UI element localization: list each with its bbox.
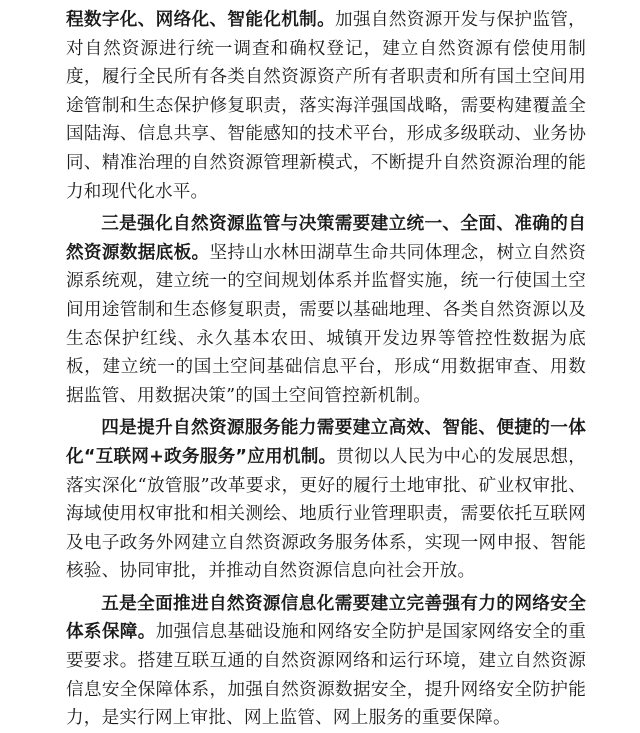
paragraph-3	[66, 414, 586, 586]
paragraph-2-body: 坚持山水林田湖草生命共同体理念，树立自然资源系统观，建立统一的空间规划体系并监督实施，统一行使国土空间用途管制和生态修复职责，需要以基础地理、各类自然资源以及生态保护红线、永久基本农田、城镇开发边界等管控性数据为底板，建立统一的国土空间基础信息平台，形成“用数据审查、用数据监管、用数据决策”的国土空间管控新机制。	[66, 242, 587, 406]
paragraph-1	[66, 6, 586, 206]
paragraph-2-lead: 三是强化自然资源监管与决策需要建立统一、全面、准确的自然资源数据底板。	[66, 214, 586, 263]
paragraph-4-lead: 五是全面推进自然资源信息化需要建立完善强有力的网络安全体系保障。	[66, 593, 586, 643]
paragraph-4	[66, 590, 586, 733]
paragraph-1-body: 加强自然资源开发与保护监管，对自然资源进行统一调查和确权登记，建立自然资源有偿使用制度，履行全民所有各类自然资源资产所有者职责和所有国土空间用途管制和生态保护修复职责，落实海洋强国战略，需要构建覆盖全国陆海、信息共享、智能感知的技术平台，形成多级联动、业务协同、精准治理的自然资源管理新模式，不断提升自然资源治理的能力和现代化水平。	[66, 10, 586, 202]
paragraph-3-body: 贯彻以人民为中心的发展思想，落实深化“放管服”改革要求，更好的履行土地审批、矿业权审批、海域使用权审批和相关测绘、地质行业管理职责，需要依托互联网及电子政务外网建立自然资源政务服务体系，实现一网申报、智能核验、协同审批，并推动自然资源信息向社会开放。	[66, 446, 586, 582]
paragraph-2	[66, 210, 586, 410]
paragraph-4-body: 加强信息基础设施和网络安全防护是国家网络安全的重要要求。搭建互联互通的自然资源网络和运行环境，建立自然资源信息安全保障体系，加强自然资源数据安全，提升网络安全防护能力，是实行网上审批、网上监管、网上服务的重要保障。	[66, 622, 586, 729]
paragraph-3-lead: 四是提升自然资源服务能力需要建立高效、智能、便捷的一体化“互联网+政务服务”应用机制。	[66, 418, 586, 467]
paragraph-1-lead: 程数字化、网络化、智能化机制。	[66, 10, 336, 30]
